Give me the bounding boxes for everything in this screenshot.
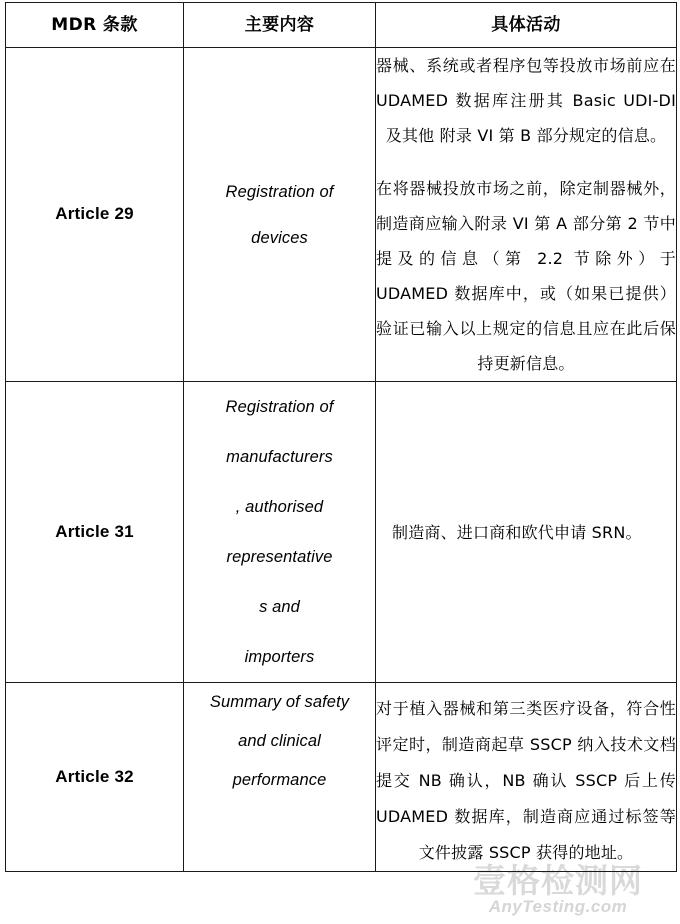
article-title-29 bbox=[184, 169, 375, 261]
watermark-english-text: AnyTesting.com bbox=[488, 897, 628, 917]
cell-main-content bbox=[184, 683, 376, 872]
title-line: performance bbox=[232, 771, 327, 789]
table-header-row bbox=[6, 3, 677, 48]
header-specific-activity: 具体活动 bbox=[491, 14, 561, 35]
article-label-32: Article 32 bbox=[55, 766, 134, 786]
header-main-content: 主要内容 bbox=[244, 14, 315, 35]
header-cell-specific-activity bbox=[376, 3, 677, 48]
article-title-31 bbox=[184, 382, 375, 682]
activity-paragraph: 对于植入器械和第三类医疗设备，符合性评定时，制造商起草 SSCP 纳入技术文档提交 NB 确认，NB 确认 SSCP 后上传 UDAMED 数据库，制造商应通过标签等文件披露 SSCP 获得的地址。 bbox=[376, 699, 676, 862]
table-row bbox=[6, 683, 677, 872]
title-line: Registration of bbox=[225, 398, 334, 416]
article-title-32 bbox=[184, 683, 375, 800]
activity-paragraph: 制造商、进口商和欧代申请 SRN。 bbox=[392, 522, 642, 542]
title-line: importers bbox=[244, 648, 315, 666]
title-line: Summary of safety bbox=[209, 693, 350, 711]
title-line: manufacturers bbox=[226, 448, 333, 466]
header-cell-main-content bbox=[184, 3, 376, 48]
cell-main-content bbox=[184, 48, 376, 382]
title-line: devices bbox=[251, 228, 308, 247]
title-line: Registration of bbox=[225, 182, 334, 201]
cell-specific-activity bbox=[376, 382, 677, 683]
activity-paragraph: 器械、系统或者程序包等投放市场前应在 UDAMED 数据库注册其 Basic UDI-DI 及其他 附录 VI 第 B 部分规定的信息。 bbox=[376, 56, 676, 145]
header-cell-mdr-clause bbox=[6, 3, 184, 48]
cell-specific-activity bbox=[376, 48, 677, 382]
cell-article-id bbox=[6, 48, 184, 382]
cell-article-id bbox=[6, 683, 184, 872]
cell-main-content bbox=[184, 382, 376, 683]
activity-paragraph: 在将器械投放市场之前，除定制器械外，制造商应输入附录 VI 第 A 部分第 2 节中提及的信息（第 2.2 节除外）于 UDAMED 数据库中，或（如果已提供）验证已输入以上规定的信息且应在此后保持更新信息。 bbox=[376, 179, 676, 373]
watermark-chinese-text: 壹格检测网 bbox=[473, 861, 643, 901]
title-line: and clinical bbox=[238, 732, 321, 750]
title-line: s and bbox=[259, 598, 300, 616]
mdr-articles-table bbox=[5, 2, 677, 872]
article-label-29: Article 29 bbox=[55, 204, 134, 224]
cell-article-id bbox=[6, 382, 184, 683]
table-row bbox=[6, 382, 677, 683]
cell-specific-activity bbox=[376, 683, 677, 872]
header-mdr-clause: MDR 条款 bbox=[51, 14, 138, 35]
title-line: , authorised bbox=[235, 498, 324, 516]
article-label-31: Article 31 bbox=[55, 521, 134, 541]
mdr-table-container bbox=[5, 2, 676, 872]
title-line: representative bbox=[226, 548, 333, 566]
table-row bbox=[6, 48, 677, 382]
